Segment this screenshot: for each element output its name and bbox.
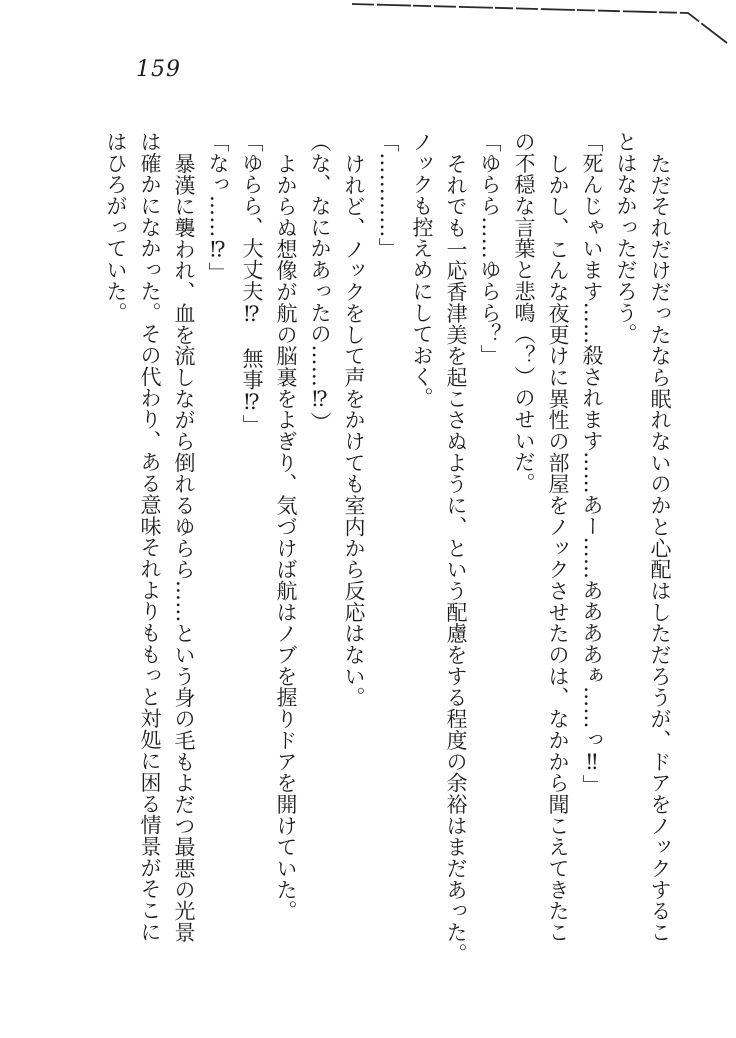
text-column: 「ゆらら、大丈夫⁉ 無事⁉」 xyxy=(240,131,264,436)
text-column: しかし、こんな夜更けに異性の部屋をノックさせたのは、なかから聞こえてきたこ xyxy=(546,152,570,943)
text-column: よからぬ想像が航の脳裏をよぎり、気づけば航はノブを握りドアを開けていた。 xyxy=(274,152,298,922)
text-column: 暴漢に襲われ、血を流しながら倒れるゆらら……という身の毛もよだつ最悪の光景 xyxy=(172,152,196,943)
text-column: それでも一応香津美を起こさぬように、という配慮をする程度の余裕はまだあった。 xyxy=(444,152,468,964)
text-column: けれど、ノックをして声をかけても室内から反応はない。 xyxy=(342,152,366,708)
text-column: は確かになかった。その代わり、ある意味それよりももっと対処に困る情景がそこに xyxy=(138,131,162,943)
text-column: ただそれだけだったなら眠れないのかと心配はしただろうが、ドアをノックするこ xyxy=(648,152,672,943)
text-column: 「なっ……⁉」 xyxy=(206,131,230,284)
text-column: 「死んじゃいます……殺されます……あー……ああああぁ……っ‼」 xyxy=(580,131,604,796)
text-column: はひろがっていた。 xyxy=(104,131,128,324)
page-number: 159 xyxy=(136,57,181,82)
vertical-text-block xyxy=(99,131,677,1011)
text-column: とはなかっただろう。 xyxy=(614,131,638,345)
scan-edge-line-icon xyxy=(0,0,736,60)
text-column: 「ゆらら……ゆらら？」 xyxy=(478,131,502,366)
text-column: （な、なにかあったの……⁉） xyxy=(308,131,332,433)
text-column: 「…………」 xyxy=(376,131,400,260)
text-column: の不穏な言葉と悲鳴（？）のせいだ。 xyxy=(512,131,536,494)
text-column: ノックも控えめにしておく。 xyxy=(410,131,434,409)
